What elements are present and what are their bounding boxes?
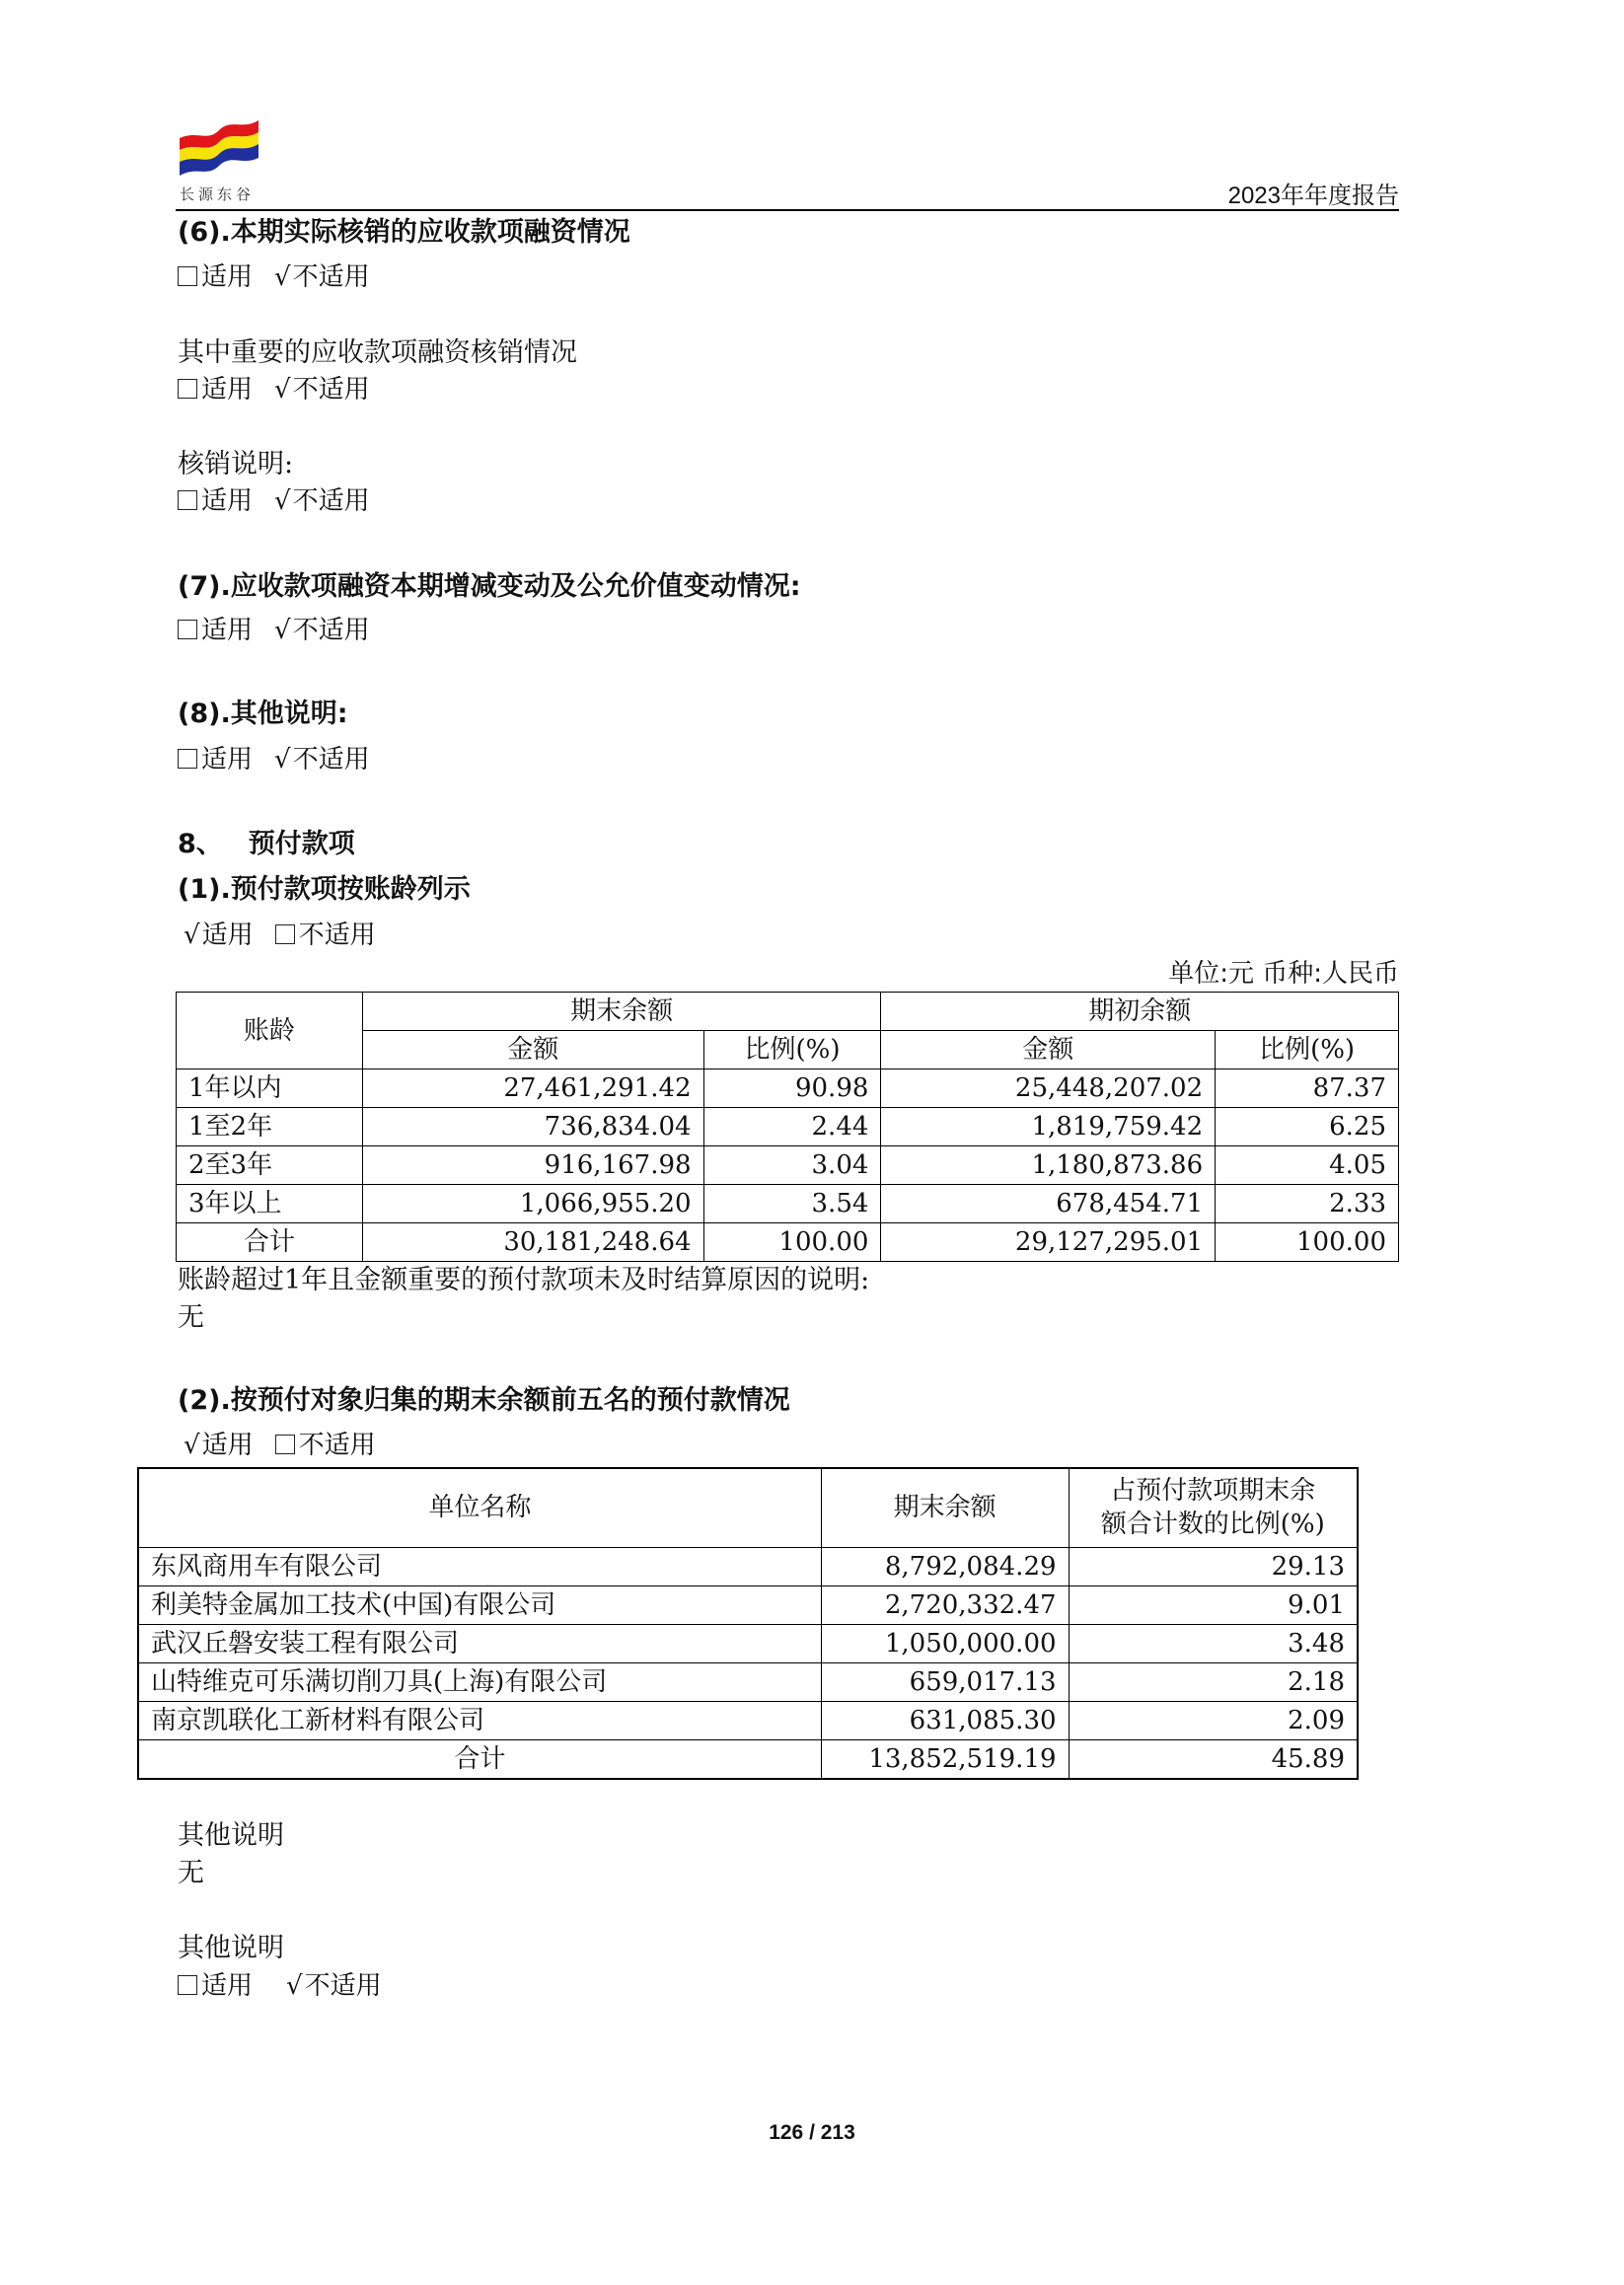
table-total-row: [177, 1223, 1399, 1262]
checkmark-icon: √: [184, 921, 200, 950]
checkmark-icon: √: [274, 375, 291, 405]
cell-begin-ratio: 4.05: [1216, 1146, 1399, 1185]
option-row: 适用 √不适用: [178, 742, 370, 777]
cell-balance: 8,792,084.29: [821, 1547, 1069, 1585]
section-6-sub2: 核销说明:: [178, 449, 294, 479]
header-begin-balance: 期初余额: [881, 993, 1399, 1031]
section-6-title: (6).本期实际核销的应收款项融资情况: [178, 217, 630, 248]
option-row: 适用 √不适用: [178, 483, 370, 519]
section-8-title: (8).其他说明:: [178, 699, 348, 729]
option-row: √适用 不适用: [184, 921, 376, 950]
checkmark-icon: √: [274, 486, 291, 516]
table-row: [177, 1185, 1399, 1223]
cell-entity-name: 山特维克可乐满切削刀具(上海)有限公司: [138, 1662, 821, 1701]
cell-ratio: 2.18: [1069, 1662, 1358, 1701]
checkbox-empty-icon: [275, 924, 295, 944]
cell-balance: 2,720,332.47: [821, 1585, 1069, 1624]
cell-end-amount: 30,181,248.64: [362, 1223, 703, 1262]
checkmark-icon: √: [184, 1431, 200, 1460]
table-row: [138, 1585, 1358, 1624]
prepayments-aging-table: [176, 992, 1399, 1262]
header-ratio: 比例(%): [1216, 1031, 1399, 1069]
checkbox-empty-icon: [178, 749, 197, 769]
section-6-sub1: 其中重要的应收款项融资核销情况: [178, 337, 577, 368]
cell-begin-amount: 1,819,759.42: [881, 1108, 1216, 1146]
checkmark-icon: √: [274, 616, 291, 645]
header-age: 账龄: [177, 993, 363, 1069]
header-divider: [176, 209, 1399, 211]
table-row: [177, 1108, 1399, 1146]
table-row: [138, 1547, 1358, 1585]
table-row: [138, 1701, 1358, 1739]
cell-ratio: 29.13: [1069, 1547, 1358, 1585]
header-entity-name: 单位名称: [138, 1468, 821, 1547]
cell-end-ratio: 2.44: [703, 1108, 881, 1146]
other-notes-title: 其他说明: [178, 1933, 284, 1963]
cell-age: 3年以上: [177, 1185, 363, 1223]
section-7-title: (7).应收款项融资本期增减变动及公允价值变动情况:: [178, 571, 801, 602]
cell-end-amount: 916,167.98: [362, 1146, 703, 1185]
cell-end-amount: 1,066,955.20: [362, 1185, 703, 1223]
checkmark-icon: √: [286, 1971, 303, 2001]
cell-entity-name: 南京凯联化工新材料有限公司: [138, 1701, 821, 1739]
aging-note-value: 无: [178, 1302, 204, 1333]
cell-total-label: 合计: [138, 1739, 821, 1779]
option-row: 适用 √不适用: [178, 1968, 382, 2004]
prepayments-heading: 8、 预付款项: [178, 829, 355, 859]
cell-age: 1年以内: [177, 1069, 363, 1108]
cell-begin-amount: 678,454.71: [881, 1185, 1216, 1223]
cell-total-ratio: 45.89: [1069, 1739, 1358, 1779]
header-end-balance: 期末余额: [821, 1468, 1069, 1547]
checkbox-empty-icon: [178, 379, 197, 399]
checkbox-empty-icon: [178, 490, 197, 510]
page-number: 126 / 213: [769, 2121, 855, 2144]
cell-begin-ratio: 6.25: [1216, 1108, 1399, 1146]
header-amount: 金额: [881, 1031, 1216, 1069]
checkbox-empty-icon: [178, 620, 197, 639]
table-row: [138, 1662, 1358, 1701]
unit-currency-label: 单位:元 币种:人民币: [1168, 959, 1399, 989]
cell-end-amount: 736,834.04: [362, 1108, 703, 1146]
cell-end-amount: 27,461,291.42: [362, 1069, 703, 1108]
prepayments-sub2-title: (2).按预付对象归集的期末余额前五名的预付款情况: [178, 1385, 790, 1416]
header-amount: 金额: [362, 1031, 703, 1069]
option-row: 适用 √不适用: [178, 613, 370, 648]
header-ratio: 占预付款项期末余 额合计数的比例(%): [1069, 1468, 1358, 1547]
cell-age: 1至2年: [177, 1108, 363, 1146]
cell-begin-amount: 1,180,873.86: [881, 1146, 1216, 1185]
cell-begin-ratio: 100.00: [1216, 1223, 1399, 1262]
report-title: 2023年年度报告: [1227, 183, 1399, 209]
checkbox-empty-icon: [178, 266, 197, 286]
cell-begin-amount: 25,448,207.02: [881, 1069, 1216, 1108]
cell-end-ratio: 100.00: [703, 1223, 881, 1262]
cell-ratio: 2.09: [1069, 1701, 1358, 1739]
checkmark-icon: √: [274, 262, 291, 292]
table-row: [138, 1624, 1358, 1662]
cell-begin-amount: 29,127,295.01: [881, 1223, 1216, 1262]
cell-entity-name: 利美特金属加工技术(中国)有限公司: [138, 1585, 821, 1624]
checkbox-empty-icon: [275, 1435, 295, 1454]
header-ratio: 比例(%): [703, 1031, 881, 1069]
prepayments-sub1-title: (1).预付款项按账龄列示: [178, 874, 471, 905]
top-five-prepayments-table: [137, 1467, 1359, 1780]
other-notes-title: 其他说明: [178, 1820, 284, 1851]
logo-text: 长源东谷: [180, 185, 256, 203]
cell-begin-ratio: 87.37: [1216, 1069, 1399, 1108]
cell-end-ratio: 3.04: [703, 1146, 881, 1185]
cell-entity-name: 东风商用车有限公司: [138, 1547, 821, 1585]
option-row: √适用 不适用: [184, 1431, 376, 1460]
cell-balance: 659,017.13: [821, 1662, 1069, 1701]
cell-end-ratio: 3.54: [703, 1185, 881, 1223]
cell-entity-name: 武汉丘磐安装工程有限公司: [138, 1624, 821, 1662]
cell-begin-ratio: 2.33: [1216, 1185, 1399, 1223]
cell-total-balance: 13,852,519.19: [821, 1739, 1069, 1779]
checkmark-icon: √: [274, 745, 291, 774]
aging-note-title: 账龄超过1年且金额重要的预付款项未及时结算原因的说明:: [178, 1265, 870, 1295]
checkbox-empty-icon: [178, 1975, 197, 1995]
option-row: 适用 √不适用: [178, 259, 370, 295]
cell-balance: 631,085.30: [821, 1701, 1069, 1739]
cell-ratio: 9.01: [1069, 1585, 1358, 1624]
table-row: [177, 1069, 1399, 1108]
option-row: 适用 √不适用: [178, 372, 370, 407]
cell-balance: 1,050,000.00: [821, 1624, 1069, 1662]
cell-end-ratio: 90.98: [703, 1069, 881, 1108]
table-row: [177, 1146, 1399, 1185]
cell-total-label: 合计: [177, 1223, 363, 1262]
cell-age: 2至3年: [177, 1146, 363, 1185]
cell-ratio: 3.48: [1069, 1624, 1358, 1662]
header-end-balance: 期末余额: [362, 993, 881, 1031]
other-notes-value: 无: [178, 1858, 204, 1888]
table-total-row: [138, 1739, 1358, 1779]
